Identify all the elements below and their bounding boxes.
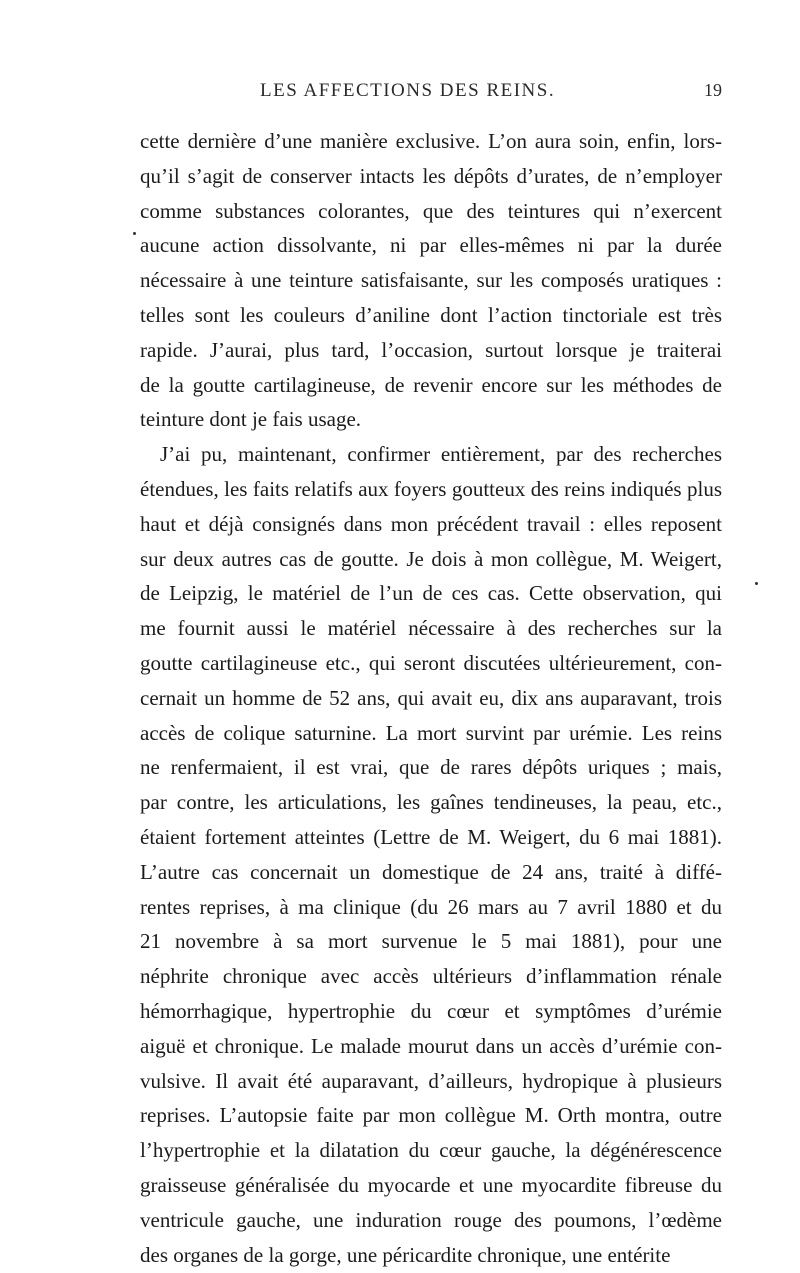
text-line: étaient fortement atteintes (Lettre de M. Weigert, du 6 mai 1881).: [140, 824, 722, 849]
text-line: l’hypertrophie et la dilatation du cœur gauche, la dégénérescence: [140, 1138, 722, 1163]
margin-speck: [133, 232, 136, 235]
text-line: teinture dont je fais usage.: [140, 407, 362, 432]
text-line: étendues, les faits relatifs aux foyers goutteux des reins indiqués plus: [140, 476, 722, 501]
text-line: J’ai pu, maintenant, confirmer entièrement, par des recherches: [160, 442, 722, 467]
text-line: ventricule gauche, une induration rouge des poumons, l’œdème: [140, 1207, 722, 1232]
running-title: LES AFFECTIONS DES REINS.: [260, 80, 556, 101]
text-line: de la goutte cartilagineuse, de revenir encore sur les méthodes de: [140, 372, 722, 397]
text-line: des organes de la gorge, une péricardite chronique, une entérite: [140, 1242, 671, 1267]
text-line: L’autre cas concernait un domestique de 24 ans, traité à diffé-: [140, 859, 722, 884]
text-line: par contre, les articulations, les gaînes tendineuses, la peau, etc.,: [140, 790, 722, 815]
margin-speck: [755, 582, 758, 585]
text-line: reprises. L’autopsie faite par mon collègue M. Orth montra, outre: [140, 1103, 722, 1128]
text-line: graisseuse généralisée du myocarde et une myocardite fibreuse du: [140, 1172, 722, 1197]
text-line: ne renfermaient, il est vrai, que de rares dépôts uriques ; mais,: [140, 755, 722, 780]
text-line: néphrite chronique avec accès ultérieurs d’inflammation rénale: [140, 964, 722, 989]
page-number: 19: [704, 80, 722, 100]
text-line: me fournit aussi le matériel nécessaire à des recherches sur la: [140, 616, 722, 641]
text-line: aucune action dissolvante, ni par elles-mêmes ni par la durée: [140, 233, 722, 258]
text-line: nécessaire à une teinture satisfaisante, sur les composés uratiques :: [140, 268, 722, 293]
text-line: vulsive. Il avait été auparavant, d’ailleurs, hydropique à plusieurs: [140, 1068, 722, 1093]
text-line: rentes reprises, à ma clinique (du 26 mars au 7 avril 1880 et du: [140, 894, 722, 919]
running-head: [140, 80, 730, 108]
text-line: 21 novembre à sa mort survenue le 5 mai 1881), pour une: [140, 929, 722, 954]
text-line: accès de colique saturnine. La mort survint par urémie. Les reins: [140, 720, 722, 745]
text-line: haut et déjà consignés dans mon précédent travail : elles reposent: [140, 511, 722, 536]
text-line: cette dernière d’une manière exclusive. L’on aura soin, enfin, lors-: [140, 129, 722, 153]
text-line: comme substances colorantes, que des teintures qui n’exercent: [140, 198, 722, 223]
text-line: telles sont les couleurs d’aniline dont l’action tinctoriale est très: [140, 302, 722, 327]
text-line: rapide. J’aurai, plus tard, l’occasion, surtout lorsque je traiterai: [140, 337, 722, 362]
text-line: aiguë et chronique. Le malade mourut dans un accès d’urémie con-: [140, 1033, 722, 1058]
text-line: qu’il s’agit de conserver intacts les dépôts d’urates, de n’employer: [140, 163, 722, 188]
body-text: [140, 124, 722, 1272]
text-line: sur deux autres cas de goutte. Je dois à mon collègue, M. Weigert,: [140, 546, 722, 571]
text-line: cernait un homme de 52 ans, qui avait eu, dix ans auparavant, trois: [140, 685, 722, 710]
text-line: de Leipzig, le matériel de l’un de ces cas. Cette observation, qui: [140, 581, 722, 606]
text-line: goutte cartilagineuse etc., qui seront discutées ultérieurement, con-: [140, 650, 722, 675]
text-line: hémorrhagique, hypertrophie du cœur et symptômes d’urémie: [140, 998, 722, 1023]
